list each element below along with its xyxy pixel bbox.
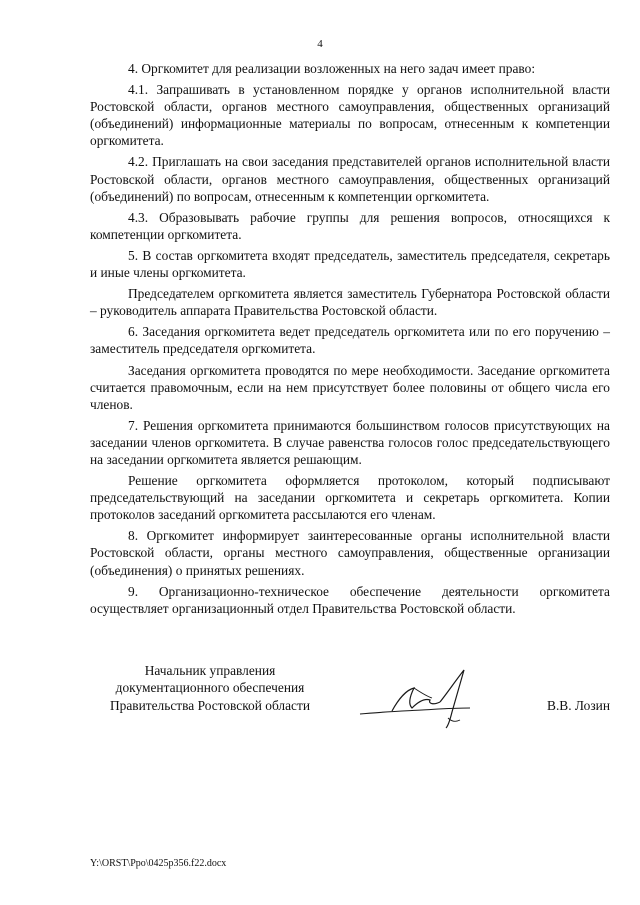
paragraph-9: 9. Организационно-техническое обеспечение деятельности оргкомитета осуществляет организационный отдел Правительства Ростовской области. — [90, 583, 610, 616]
paragraph-7: 7. Решения оргкомитета принимаются большинством голосов присутствующих на заседании членов оргкомитета. В случае равенства голосов голос председательствующего на заседании оргкомитета является решающим. — [90, 417, 610, 467]
signer-position-line-2: документационного обеспечения — [115, 680, 305, 696]
document-body — [90, 60, 610, 621]
paragraph-5-chair: Председателем оргкомитета является заместитель Губернатора Ростовской области – руководитель аппарата Правительства Ростовской области. — [90, 286, 610, 319]
file-path: Y:\ORST\Ppo\0425p356.f22.docx — [90, 858, 227, 869]
signer-position — [90, 662, 330, 714]
paragraph-5: 5. В состав оргкомитета входят председатель, заместитель председателя, секретарь и иные члены оргкомитета. — [90, 247, 610, 281]
paragraph-6: 6. Заседания оргкомитета ведет председатель оргкомитета или по его поручению – заместитель председателя оргкомитета. — [90, 324, 610, 357]
signature-block — [90, 662, 610, 732]
paragraph-7-protocol: Решение оргкомитета оформляется протоколом, который подписывают председательствующий на заседании оргкомитета и секретарь оргкомитета. Копии протоколов заседаний оргкомитета рассылаются его членам. — [90, 473, 610, 523]
signer-position-line-1: Начальник управления — [144, 663, 276, 678]
paragraph-4-3: 4.3. Образовывать рабочие группы для решения вопросов, относящихся к компетенции оргкомитета. — [90, 209, 610, 242]
paragraph-6-quorum: Заседания оргкомитета проводятся по мере необходимости. Заседание оргкомитета считается правомочным, если на нем присутствует более половины от общего числа его членов. — [90, 362, 610, 412]
signer-name: В.В. Лозин — [547, 698, 610, 713]
paragraph-4: 4. Оргкомитет для реализации возложенных на него задач имеет право: — [128, 61, 536, 76]
paragraph-8: 8. Оргкомитет информирует заинтересованные органы исполнительной власти Ростовской области, органы местного самоуправления, общественные организации (объединения) о принятых решениях. — [90, 528, 610, 578]
handwritten-signature — [352, 662, 480, 730]
page-number: 4 — [317, 38, 323, 50]
paragraph-4-2: 4.2. Приглашать на свои заседания представителей органов исполнительной власти Ростовской области, органов местного самоуправления, общественных организаций (объединений) по вопросам, отнесенным к компетенции оргкомитета. — [90, 154, 610, 204]
paragraph-4-1: 4.1. Запрашивать в установленном порядке у органов исполнительной власти Ростовской области, органов местного самоуправления, общественных организаций (объединений) информационные материалы по вопросам, отнесенным к компетенции оргкомитета. — [90, 82, 610, 149]
signer-position-line-3: Правительства Ростовской области — [109, 697, 311, 713]
